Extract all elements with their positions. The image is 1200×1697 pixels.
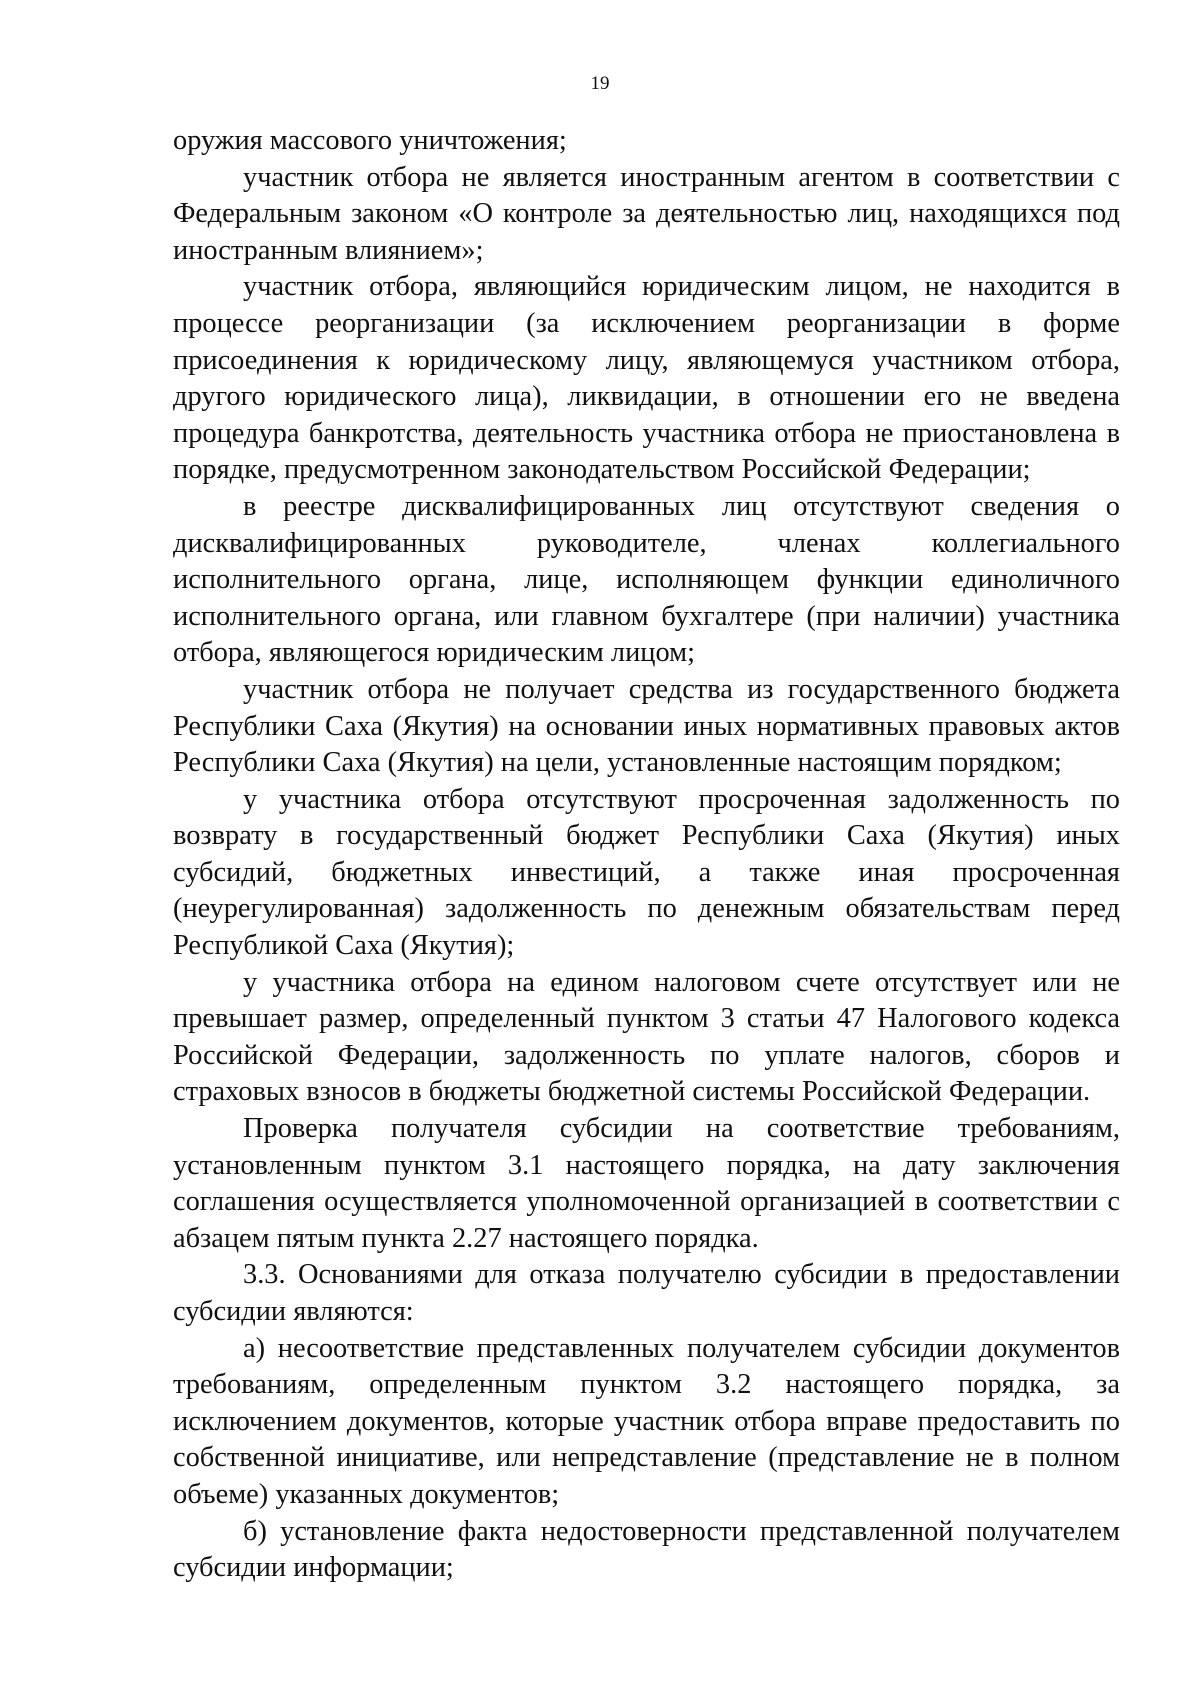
paragraph: участник отбора, являющийся юридическим лицом, не находится в процессе реорганизации (за исключением реорганизации в форме присоединения к юридическому лицу, являющемуся участником отбора, другого юридического лица), ликвидации, в отношении его не введена процедура банкротства, деятельность участника отбора не приостановлена в порядке, предусмотренном законодательством Российской Федерации;: [173, 271, 1120, 486]
paragraph: оружия массового уничтожения;: [173, 125, 567, 156]
paragraph: а) несоответствие представленных получателем субсидии документов требованиям, определенным пунктом 3.2 настоящего порядка, за исключением документов, которые участник отбора вправе предоставить по собственной инициативе, или непредставление (представление не в полном объеме) указанных документов;: [173, 1332, 1120, 1510]
paragraph: 3.3. Основаниями для отказа получателю субсидии в предоставлении субсидии являются:: [173, 1259, 1120, 1327]
paragraph: в реестре дисквалифицированных лиц отсутствуют сведения о дисквалифицированных руководителе, членах коллегиального исполнительного органа, лице, исполняющем функции единоличного исполнительного органа, или главном бухгалтере (при наличии) участника отбора, являющегося юридическим лицом;: [173, 490, 1120, 669]
page-number: 19: [590, 73, 610, 94]
paragraph: б) установление факта недостоверности представленной получателем субсидии информации;: [173, 1515, 1120, 1584]
paragraph: у участника отбора отсутствуют просроченная задолженность по возврату в государственный бюджет Республики Саха (Якутия) иных субсидий, бюджетных инвестиций, а также иная просроченная (неурегулированная) задолженность по денежным обязательствам перед Республикой Саха (Якутия);: [173, 783, 1120, 962]
paragraph: участник отбора не получает средства из государственного бюджета Республики Саха (Якутия) на основании иных нормативных правовых актов Республики Саха (Якутия) на цели, установленные настоящим порядком;: [173, 673, 1120, 779]
document-body: [173, 123, 1120, 1587]
paragraph: Проверка получателя субсидии на соответствие требованиям, установленным пунктом 3.1 настоящего порядка, на дату заключения соглашения осуществляется уполномоченной организацией в соответствии с абзацем пятым пункта 2.27 настоящего порядка.: [173, 1113, 1120, 1254]
paragraph: у участника отбора на едином налоговом счете отсутствует или не превышает размер, определенный пунктом 3 статьи 47 Налогового кодекса Российской Федерации, задолженность по уплате налогов, сборов и страховых взносов в бюджеты бюджетной системы Российской Федерации.: [173, 966, 1120, 1108]
paragraph: участник отбора не является иностранным агентом в соответствии с Федеральным законом «О контроле за деятельностью лиц, находящихся под иностранным влиянием»;: [173, 161, 1120, 266]
